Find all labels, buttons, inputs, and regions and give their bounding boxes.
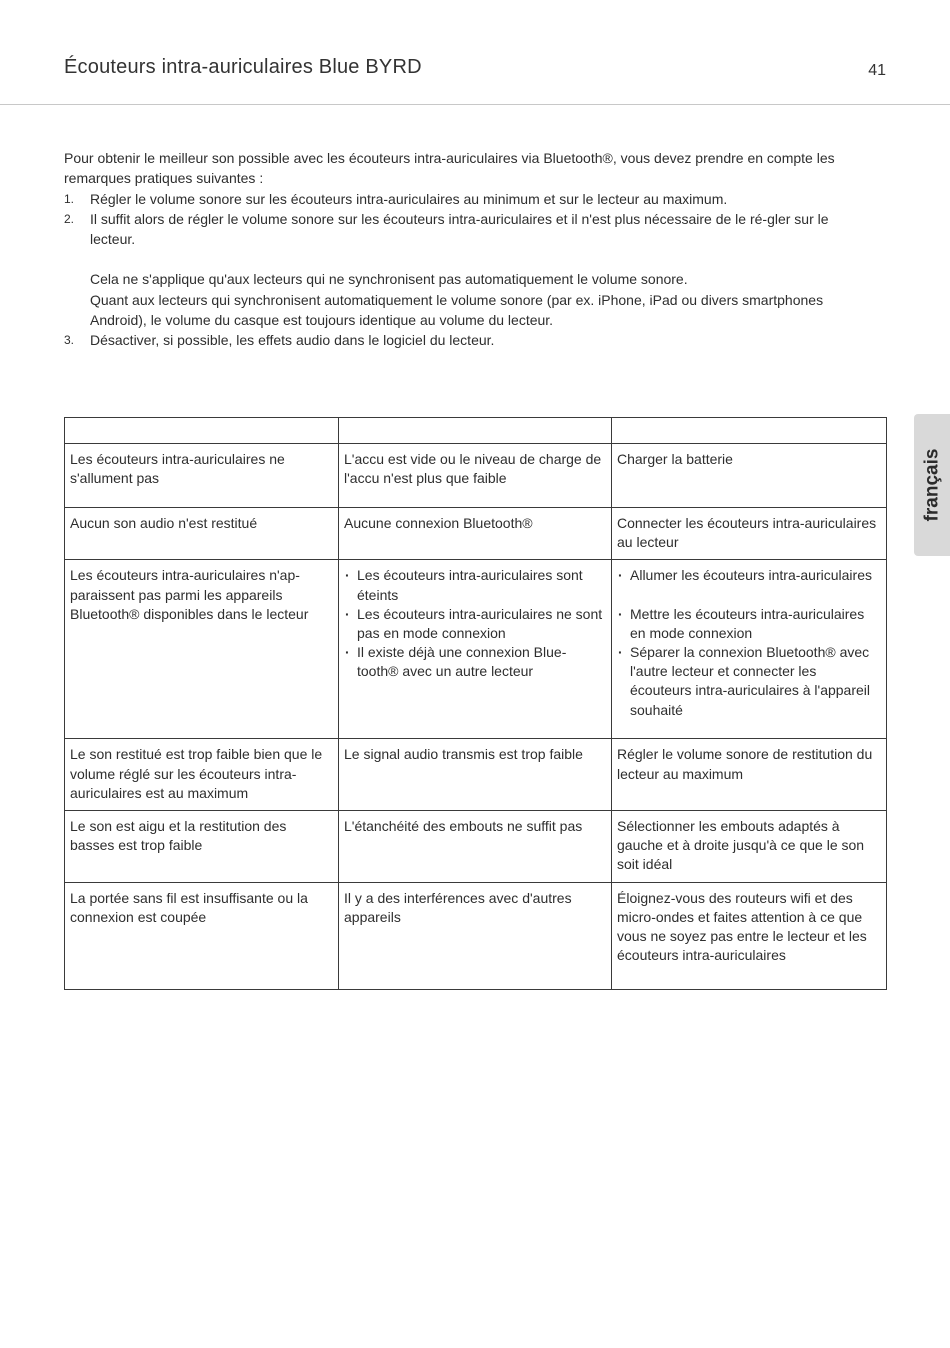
cause-cell: L'étanchéité des embouts ne suffit pas <box>339 811 612 883</box>
header-divider <box>0 104 950 105</box>
step-number: 2. <box>64 211 75 226</box>
step-text: Désactiver, si possible, les effets audio dans le logiciel du lecteur. <box>90 332 495 349</box>
cause-cell: Le signal audio transmis est trop faible <box>339 739 612 811</box>
cause-cell: Il y a des interférences avec d'autres appareils <box>339 882 612 989</box>
table-header-row <box>65 418 887 444</box>
step-text: Régler le volume sonore sur les écouteurs intra-auriculaires au minimum et sur le lecteur au maximum. <box>90 190 728 207</box>
troubleshooting-table <box>64 417 887 990</box>
table-header-cell <box>612 418 887 444</box>
table-row <box>65 882 887 989</box>
solution-bullet: · Séparer la connexion Bluetooth® avec l'autre lecteur et connecter les écouteurs intra-auriculaires à l'appareil souhaité <box>617 643 881 720</box>
table-row <box>65 508 887 560</box>
table-header-cell <box>339 418 612 444</box>
solution-bullet: · Mettre les écouteurs intra-auriculaires en mode connexion <box>617 605 881 643</box>
page-header-title: Écouteurs intra-auriculaires Blue BYRD <box>64 56 422 78</box>
page-number: 41 <box>868 62 886 79</box>
steps-list <box>64 189 874 351</box>
table-row <box>65 444 887 508</box>
step-item <box>64 189 874 209</box>
solution-bullet: · Allumer les écouteurs intra-auriculaires <box>617 566 881 585</box>
cause-bullet: · Les écouteurs intra-auriculaires ne sont pas en mode connexion <box>344 605 606 643</box>
problem-cell: Le son est aigu et la restitution des basses est trop faible <box>65 811 339 883</box>
cause-bullet: · Il existe déjà une connexion Blue-tooth® avec un autre lecteur <box>344 643 606 681</box>
table-header-cell <box>65 418 339 444</box>
step-item <box>64 330 874 350</box>
language-tab <box>914 414 950 556</box>
intro-section <box>64 148 874 351</box>
intro-paragraph: Pour obtenir le meilleur son possible avec les écouteurs intra-auriculaires via Bluetooth®, vous devez prendre en compte les remarques pratiques suivantes : <box>64 150 835 187</box>
cause-cell: L'accu est vide ou le niveau de charge de l'accu n'est plus que faible <box>339 444 612 508</box>
step-text: Il suffit alors de régler le volume sonore sur les écouteurs intra-auriculaires et il n'est plus nécessaire de le ré-gler sur le lecteur. <box>90 210 829 248</box>
cause-bullet-list <box>344 566 606 681</box>
solution-bullet-list <box>617 566 881 719</box>
table-row <box>65 560 887 739</box>
solution-cell: Régler le volume sonore de restitution du lecteur au maximum <box>612 739 887 811</box>
cause-cell <box>339 560 612 739</box>
table-row <box>65 739 887 811</box>
problem-cell: La portée sans fil est insuffisante ou la connexion est coupée <box>65 882 339 989</box>
table-row <box>65 811 887 883</box>
problem-cell: Le son restitué est trop faible bien que le volume réglé sur les écouteurs intra-auriculaires est au maximum <box>65 739 339 811</box>
step-number: 1. <box>64 191 75 206</box>
problem-cell: Les écouteurs intra-auriculaires n'ap-paraissent pas parmi les appareils Bluetooth® disponibles dans le lecteur <box>65 560 339 739</box>
step-number: 3. <box>64 333 75 348</box>
language-tab-label: français <box>921 448 942 522</box>
problem-cell: Les écouteurs intra-auriculaires ne s'allument pas <box>65 444 339 508</box>
cause-bullet: · Les écouteurs intra-auriculaires sont éteints <box>344 566 606 604</box>
step-note: Cela ne s'applique qu'aux lecteurs qui ne synchronisent pas automatiquement le volume sonore. <box>90 271 688 288</box>
solution-cell: Connecter les écouteurs intra-auriculaires au lecteur <box>612 508 887 560</box>
solution-cell: Éloignez-vous des routeurs wifi et des micro-ondes et faites attention à ce que vous ne soyez pas entre le lecteur et les écouteurs intra-auriculaires <box>612 882 887 989</box>
solution-cell <box>612 560 887 739</box>
problem-cell: Aucun son audio n'est restitué <box>65 508 339 560</box>
step-note: Quant aux lecteurs qui synchronisent automatiquement le volume sonore (par ex. iPhone, iPad ou divers smartphones Android), le volume du casque est toujours identique au volume du lecteur. <box>90 291 824 329</box>
step-item <box>64 209 874 330</box>
solution-cell: Charger la batterie <box>612 444 887 508</box>
solution-cell: Sélectionner les embouts adaptés à gauche et à droite jusqu'à ce que le son soit idéal <box>612 811 887 883</box>
cause-cell: Aucune connexion Bluetooth® <box>339 508 612 560</box>
